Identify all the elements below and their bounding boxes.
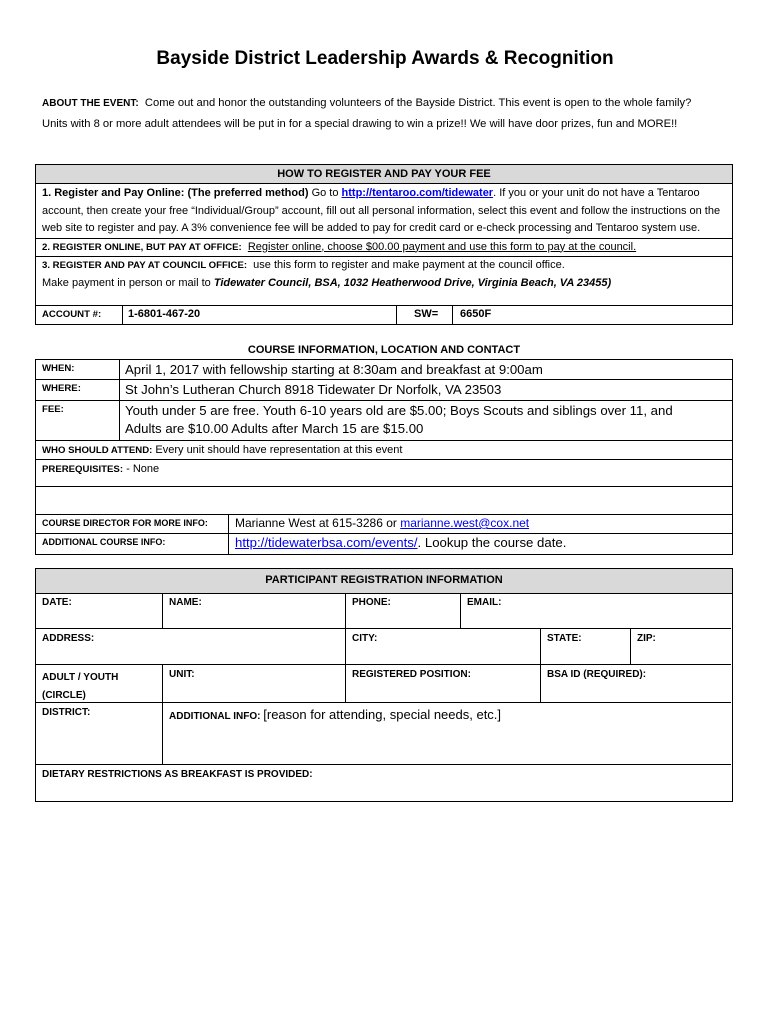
prereq-label: PREREQUISITES: [42,464,124,475]
address-field[interactable] [36,629,346,665]
dietary-field[interactable] [36,765,731,801]
email-label: EMAIL: [467,597,502,608]
sw-label: SW= [397,306,453,324]
phone-label: PHONE: [352,597,391,608]
mail-text: Make payment in person or mail to [42,276,211,289]
adult-youth-label: ADULT / YOUTH [42,672,119,683]
mail-address: Tidewater Council, BSA, 1032 Heatherwood Drive, Virginia Beach, VA 23455) [213,276,612,289]
district-field[interactable] [36,703,163,765]
course-header: COURSE INFORMATION, LOCATION AND CONTACT [247,344,521,356]
option-1-go: Go to [311,187,339,199]
who-value: Every unit should have representation at this event [155,444,403,456]
course-where-row [36,380,732,401]
state-field[interactable] [541,629,631,665]
course-who-row [36,441,732,460]
account-row [36,305,732,324]
fee-line-2: Adults are $10.00 Adults after March 15 are $15.00 [125,421,424,436]
when-value: April 1, 2017 with fellowship starting at 8:30am and breakfast at 9:00am [125,362,543,377]
addl-label: ADDITIONAL COURSE INFO: [42,537,166,547]
zip-label: ZIP: [637,633,656,644]
course-addl-row [36,534,732,554]
register-option-1 [42,185,726,238]
additional-info-label: ADDITIONAL INFO: [169,711,261,722]
about-label: ABOUT THE EVENT: [42,98,139,109]
register-option-3 [42,257,726,275]
participant-section [35,568,733,802]
option-3-text: use this form to register and make payment at the council office. [253,259,565,271]
unit-label: UNIT: [169,669,195,680]
unit-field[interactable] [163,665,346,703]
zip-field[interactable] [631,629,731,665]
where-label: WHERE: [42,383,81,394]
about-event [42,93,712,134]
course-grid [35,359,733,555]
option-1-text: . If you or your unit do not have a Tentaroo account, then create your free “Individual/Group” account, fill out all personal information, select this event and follow the instructions on the web site to register and pay. A 3% convenience fee will be added to pay for credit card or e-check processing and Tentaroo system use. [42,187,721,234]
district-label: DISTRICT: [42,707,91,718]
email-field[interactable] [461,593,731,629]
dietary-label: DIETARY RESTRICTIONS AS BREAKFAST IS PROVIDED: [42,769,313,780]
city-field[interactable] [346,629,541,665]
bsa-id-label: BSA ID (REQUIRED): [547,669,647,680]
course-director-row [36,515,732,534]
course-fee-row [36,401,732,441]
register-section [35,164,733,325]
course-when-row [36,360,732,380]
when-label: WHEN: [42,363,75,374]
state-label: STATE: [547,633,582,644]
option-3-label: 3. REGISTER AND PAY AT COUNCIL OFFICE: [42,260,248,271]
additional-info-hint: [reason for attending, special needs, etc.] [263,707,502,722]
option-2-text: Register online, choose $00.00 payment and use this form to pay at the council. [247,240,637,253]
circle-label: (CIRCLE) [42,690,86,701]
position-label: REGISTERED POSITION: [352,669,471,680]
events-link[interactable]: http://tidewaterbsa.com/events/ [235,535,418,550]
position-field[interactable] [346,665,541,703]
register-header: HOW TO REGISTER AND PAY YOUR FEE [36,165,732,184]
option-1-label: 1. Register and Pay Online: (The preferred method) [42,187,309,199]
adult-youth-field[interactable] [36,665,163,703]
sw-value: 6650F [460,308,492,320]
name-field[interactable] [163,593,346,629]
address-label: ADDRESS: [42,633,95,644]
phone-field[interactable] [346,593,461,629]
about-text: Come out and honor the outstanding volunteers of the Bayside District. This event is open to the whole family? Units with 8 or more adult attendees will be put in for a special drawing to win a prize!! We will have door prizes, fun and MORE!! [42,97,692,130]
name-label: NAME: [169,597,202,608]
director-email-link[interactable]: marianne.west@cox.net [400,516,530,530]
date-label: DATE: [42,597,72,608]
page-title: Bayside District Leadership Awards & Recognition [156,48,614,69]
register-option-3-mail [42,275,726,293]
tentaroo-link[interactable]: http://tentaroo.com/tidewater [341,187,494,199]
city-label: CITY: [352,633,378,644]
where-value: St John’s Lutheran Church 8918 Tidewater Dr Norfolk, VA 23503 [125,382,502,397]
course-section [35,342,733,553]
course-prereq-row [36,460,732,487]
option-2-label: 2. REGISTER ONLINE, BUT PAY AT OFFICE: [42,241,242,253]
director-text: Marianne West at 615-3286 or [235,516,397,530]
fee-line-1: Youth under 5 are free. Youth 6-10 years old are $5.00; Boys Scouts and siblings over 11, and [125,403,673,418]
account-label-cell [36,306,123,324]
fee-label: FEE: [42,404,64,415]
addl-text: . Lookup the course date. [417,535,567,550]
register-option-2 [36,238,732,258]
account-value: 1-6801-467-20 [123,306,397,324]
participant-header: PARTICIPANT REGISTRATION INFORMATION [36,569,732,594]
prereq-value: - None [126,463,160,475]
account-label: ACCOUNT #: [42,309,102,320]
bsa-id-field[interactable] [541,665,731,703]
date-field[interactable] [36,593,163,629]
director-label: COURSE DIRECTOR FOR MORE INFO: [42,518,208,528]
course-blank-row [36,487,732,515]
who-label: WHO SHOULD ATTEND: [42,445,153,456]
additional-info-field[interactable] [163,703,731,765]
